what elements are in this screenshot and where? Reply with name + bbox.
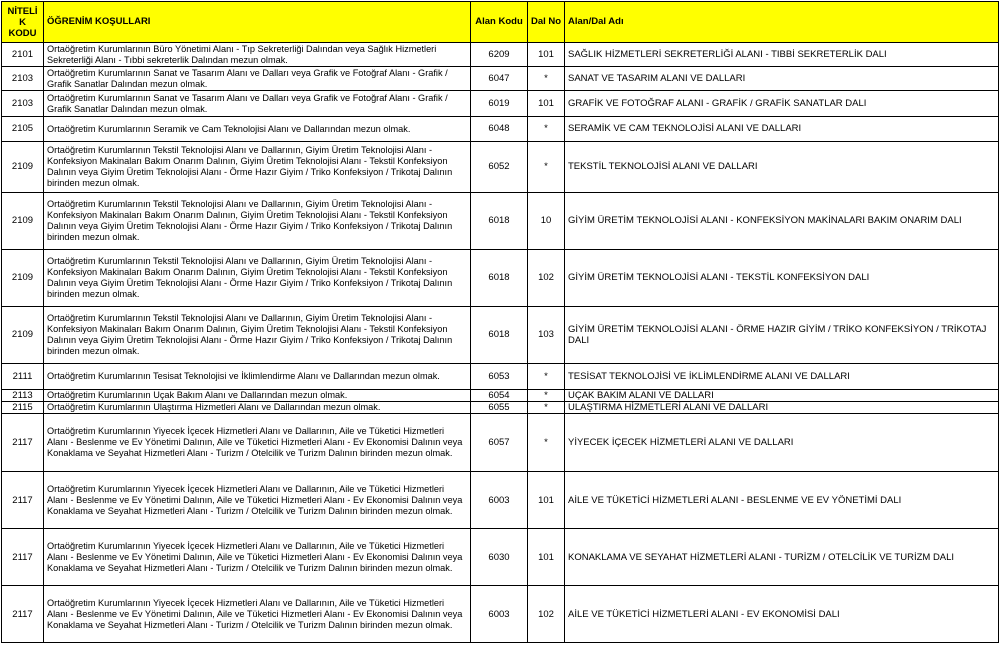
table-row [2,250,999,307]
qualification-table [1,1,999,643]
row-branch-no: * [528,390,565,402]
row-name: AİLE VE TÜKETİCİ HİZMETLERİ ALANI - EV EKONOMİSİ DALI [565,586,999,643]
row-field-code: 6047 [471,67,528,91]
row-condition: Ortaöğretim Kurumlarının Tekstil Teknolojisi Alanı ve Dallarının, Giyim Üretim Teknolojisi Alanı - Konfeksiyon Makinaları Bakım Onarım Dalının, Giyim Üretim Teknolojisi Alanı - Tekstil Konfeksiyon Dalının veya Giyim Üretim Teknolojisi Alanı - Örme Hazır Giyim / Triko Konfeksiyon / Trikotaj Dalının birinden mezun olmak. [44,307,471,364]
row-condition: Ortaöğretim Kurumlarının Büro Yönetimi Alanı - Tıp Sekreterliği Dalından veya Sağlık Hizmetleri Sekreterliği Alanı - Tıbbi sekreterlik Dalından mezun olmak. [44,43,471,67]
row-branch-no: 101 [528,43,565,67]
row-name: KONAKLAMA VE SEYAHAT HİZMETLERİ ALANI - TURİZM / OTELCİLİK VE TURİZM DALI [565,529,999,586]
row-field-code: 6209 [471,43,528,67]
row-field-code: 6055 [471,402,528,414]
table-row [2,307,999,364]
table-row [2,529,999,586]
row-name: SERAMİK VE CAM TEKNOLOJİSİ ALANI VE DALLARI [565,117,999,142]
row-code: 2117 [2,529,44,586]
row-name: UÇAK BAKIM ALANI VE DALLARI [565,390,999,402]
row-field-code: 6057 [471,414,528,472]
table-row [2,414,999,472]
row-condition: Ortaöğretim Kurumlarının Tekstil Teknolojisi Alanı ve Dallarının, Giyim Üretim Teknolojisi Alanı - Konfeksiyon Makinaları Bakım Onarım Dalının, Giyim Üretim Teknolojisi Alanı - Tekstil Konfeksiyon Dalının veya Giyim Üretim Teknolojisi Alanı - Örme Hazır Giyim / Triko Konfeksiyon / Trikotaj Dalının birinden mezun olmak. [44,142,471,193]
table-row [2,472,999,529]
table-row [2,67,999,91]
header-field-code: Alan Kodu [471,2,528,43]
row-branch-no: 101 [528,472,565,529]
row-name: SAĞLIK HİZMETLERİ SEKRETERLİĞİ ALANI - TIBBİ SEKRETERLİK DALI [565,43,999,67]
table-row [2,586,999,643]
row-branch-no: 102 [528,250,565,307]
row-code: 2103 [2,91,44,117]
table-row [2,193,999,250]
row-condition: Ortaöğretim Kurumlarının Tekstil Teknolojisi Alanı ve Dallarının, Giyim Üretim Teknolojisi Alanı - Konfeksiyon Makinaları Bakım Onarım Dalının, Giyim Üretim Teknolojisi Alanı - Tekstil Konfeksiyon Dalının veya Giyim Üretim Teknolojisi Alanı - Örme Hazır Giyim / Triko Konfeksiyon / Trikotaj Dalının birinden mezun olmak. [44,250,471,307]
row-field-code: 6054 [471,390,528,402]
table-row [2,402,999,414]
row-name: GİYİM ÜRETİM TEKNOLOJİSİ ALANI - TEKSTİL KONFEKSİYON DALI [565,250,999,307]
row-name: ULAŞTIRMA HİZMETLERİ ALANI VE DALLARI [565,402,999,414]
row-code: 2109 [2,142,44,193]
row-field-code: 6048 [471,117,528,142]
row-name: TESİSAT TEKNOLOJİSİ VE İKLİMLENDİRME ALANI VE DALLARI [565,364,999,390]
header-code-line: NİTELİ [7,5,38,17]
row-field-code: 6030 [471,529,528,586]
row-code: 2105 [2,117,44,142]
row-branch-no: * [528,117,565,142]
row-name: TEKSTİL TEKNOLOJİSİ ALANI VE DALLARI [565,142,999,193]
row-name: AİLE VE TÜKETİCİ HİZMETLERİ ALANI - BESLENME VE EV YÖNETİMİ DALI [565,472,999,529]
row-name: GİYİM ÜRETİM TEKNOLOJİSİ ALANI - KONFEKSİYON MAKİNALARI BAKIM ONARIM DALI [565,193,999,250]
row-code: 2117 [2,472,44,529]
row-code: 2117 [2,414,44,472]
row-branch-no: * [528,142,565,193]
row-branch-no: * [528,67,565,91]
table-row [2,91,999,117]
row-field-code: 6053 [471,364,528,390]
row-code: 2103 [2,67,44,91]
row-condition: Ortaöğretim Kurumlarının Sanat ve Tasarım Alanı ve Dalları veya Grafik ve Fotoğraf Alanı - Grafik / Grafik Sanatlar Dalından mezun olmak. [44,67,471,91]
row-field-code: 6019 [471,91,528,117]
row-condition: Ortaöğretim Kurumlarının Yiyecek İçecek Hizmetleri Alanı ve Dallarının, Aile ve Tüketici Hizmetleri Alanı - Beslenme ve Ev Yönetimi Dalının, Aile ve Tüketici Hizmetleri Alanı - Ev Ekonomisi Dalının veya Konaklama ve Seyahat Hizmetleri Alanı - Turizm / Otelcilik ve Turizm Dalının birinden mezun olmak. [44,472,471,529]
header-code-line: K [19,16,26,28]
row-branch-no: * [528,402,565,414]
header-code [2,2,44,43]
row-branch-no: * [528,414,565,472]
row-condition: Ortaöğretim Kurumlarının Yiyecek İçecek Hizmetleri Alanı ve Dallarının, Aile ve Tüketici Hizmetleri Alanı - Beslenme ve Ev Yönetimi Dalının, Aile ve Tüketici Hizmetleri Alanı - Ev Ekonomisi Dalının veya Konaklama ve Seyahat Hizmetleri Alanı - Turizm / Otelcilik ve Turizm Dalının birinden mezun olmak. [44,586,471,643]
row-field-code: 6052 [471,142,528,193]
row-condition: Ortaöğretim Kurumlarının Ulaştırma Hizmetleri Alanı ve Dallarından mezun olmak. [44,402,471,414]
row-name: GİYİM ÜRETİM TEKNOLOJİSİ ALANI - ÖRME HAZIR GİYİM / TRİKO KONFEKSİYON / TRİKOTAJ DALI [565,307,999,364]
row-condition: Ortaöğretim Kurumlarının Seramik ve Cam Teknolojisi Alanı ve Dallarından mezun olmak. [44,117,471,142]
row-name: SANAT VE TASARIM ALANI VE DALLARI [565,67,999,91]
row-branch-no: 101 [528,529,565,586]
row-condition: Ortaöğretim Kurumlarının Uçak Bakım Alanı ve Dallarından mezun olmak. [44,390,471,402]
row-code: 2101 [2,43,44,67]
row-code: 2109 [2,307,44,364]
table-header-row [2,2,999,43]
row-field-code: 6018 [471,193,528,250]
row-condition: Ortaöğretim Kurumlarının Yiyecek İçecek Hizmetleri Alanı ve Dallarının, Aile ve Tüketici Hizmetleri Alanı - Beslenme ve Ev Yönetimi Dalının, Aile ve Tüketici Hizmetleri Alanı - Ev Ekonomisi Dalının veya Konaklama ve Seyahat Hizmetleri Alanı - Turizm / Otelcilik ve Turizm Dalının birinden mezun olmak. [44,414,471,472]
table-row [2,117,999,142]
table-row [2,43,999,67]
row-code: 2109 [2,250,44,307]
row-field-code: 6018 [471,307,528,364]
row-code: 2117 [2,586,44,643]
row-condition: Ortaöğretim Kurumlarının Tekstil Teknolojisi Alanı ve Dallarının, Giyim Üretim Teknolojisi Alanı - Konfeksiyon Makinaları Bakım Onarım Dalının, Giyim Üretim Teknolojisi Alanı - Tekstil Konfeksiyon Dalının veya Giyim Üretim Teknolojisi Alanı - Örme Hazır Giyim / Triko Konfeksiyon / Trikotaj Dalının birinden mezun olmak. [44,193,471,250]
header-code-line: KODU [8,27,37,39]
row-code: 2113 [2,390,44,402]
table-row [2,364,999,390]
table-row [2,142,999,193]
row-code: 2111 [2,364,44,390]
row-branch-no: 102 [528,586,565,643]
row-field-code: 6003 [471,472,528,529]
row-condition: Ortaöğretim Kurumlarının Yiyecek İçecek Hizmetleri Alanı ve Dallarının, Aile ve Tüketici Hizmetleri Alanı - Beslenme ve Ev Yönetimi Dalının, Aile ve Tüketici Hizmetleri Alanı - Ev Ekonomisi Dalının veya Konaklama ve Seyahat Hizmetleri Alanı - Turizm / Otelcilik ve Turizm Dalının birinden mezun olmak. [44,529,471,586]
row-name: YİYECEK İÇECEK HİZMETLERİ ALANI VE DALLARI [565,414,999,472]
row-condition: Ortaöğretim Kurumlarının Sanat ve Tasarım Alanı ve Dalları veya Grafik ve Fotoğraf Alanı - Grafik / Grafik Sanatlar Dalından mezun olmak. [44,91,471,117]
row-name: GRAFİK VE FOTOĞRAF ALANI - GRAFİK / GRAFİK SANATLAR DALI [565,91,999,117]
row-condition: Ortaöğretim Kurumlarının Tesisat Teknolojisi ve İklimlendirme Alanı ve Dallarından mezun olmak. [44,364,471,390]
header-conditions: ÖĞRENİM KOŞULLARI [44,2,471,43]
header-branch-no: Dal No [528,2,565,43]
row-branch-no: 103 [528,307,565,364]
row-branch-no: * [528,364,565,390]
header-name: Alan/Dal Adı [565,2,999,43]
row-code: 2109 [2,193,44,250]
row-branch-no: 10 [528,193,565,250]
row-field-code: 6003 [471,586,528,643]
row-branch-no: 101 [528,91,565,117]
row-code: 2115 [2,402,44,414]
table-row [2,390,999,402]
row-field-code: 6018 [471,250,528,307]
